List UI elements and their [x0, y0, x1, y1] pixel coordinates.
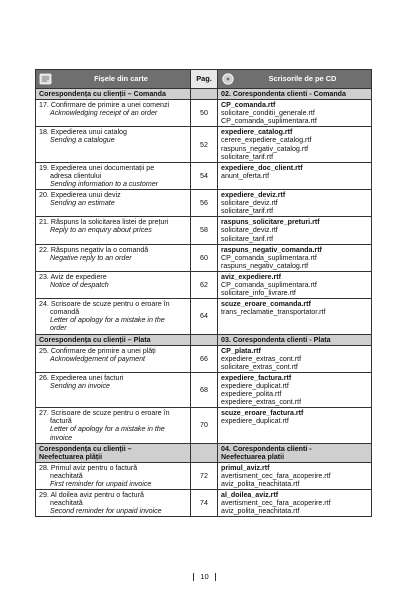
section-header-row: [36, 89, 372, 100]
related-file-name: CP_comanda_suplimentara.rtf: [221, 280, 317, 289]
related-file-name: solicitare_conditii_generale.rtf: [221, 109, 315, 118]
related-file-name: trans_reclamatie_transportator.rtf: [221, 308, 326, 317]
section-header-row: [36, 334, 372, 345]
cd-files-cell: [218, 217, 372, 244]
letter-title-ro: 24. Scrisoare de scuze pentru o eroare în: [39, 300, 170, 309]
table-row: [36, 372, 372, 407]
table-body: [36, 89, 372, 517]
letter-title-en: Sending a catalogue: [50, 136, 115, 145]
page-number-cell: 68: [191, 372, 218, 407]
cd-letters-title: Scrisorile de pe CD: [268, 73, 337, 83]
page-number-cell: 66: [191, 345, 218, 372]
letter-description-cell: [36, 462, 191, 489]
letter-title-en: Second reminder for unpaid invoice: [50, 507, 162, 516]
cd-files-cell: [218, 462, 372, 489]
related-file-name: CP_comanda_suplimentara.rtf: [221, 253, 317, 262]
cd-files-cell: [218, 408, 372, 443]
main-file-name: CP_comanda.rtf: [221, 101, 276, 110]
letter-title-ro: 28. Primul aviz pentru o factură: [39, 463, 138, 472]
related-file-name: aviz_polita_neachitata.rtf: [221, 480, 300, 489]
page-number-cell: 60: [191, 244, 218, 271]
page-number: 10: [200, 572, 209, 581]
related-file-name: solicitare_info_livrare.rtf: [221, 289, 296, 298]
table-row: [36, 345, 372, 372]
page-number-cell: 58: [191, 217, 218, 244]
main-file-name: al_doilea_aviz.rtf: [221, 491, 279, 500]
page-number-cell: 64: [191, 299, 218, 334]
letter-title-ro: 18. Expedierea unui catalog: [39, 128, 127, 137]
table-row: [36, 127, 372, 162]
letter-title-en: Letter of apology for a mistake in the: [50, 316, 165, 325]
letter-description-cell: [36, 244, 191, 271]
cd-icon: [221, 73, 235, 85]
letter-description-cell: [36, 408, 191, 443]
table-row: [36, 162, 372, 189]
main-file-name: primul_aviz.rtf: [221, 463, 270, 472]
section-title-book: Corespondența cu clienții – Comanda: [36, 89, 191, 100]
letter-description-cell: [36, 127, 191, 162]
table-row: [36, 190, 372, 217]
letter-title-ro: comandă: [50, 308, 80, 317]
table-row: [36, 100, 372, 127]
main-file-name: expediere_doc_client.rtf: [221, 163, 303, 172]
letter-description-cell: [36, 345, 191, 372]
letter-title-en: Sending information to a customer: [50, 179, 159, 188]
related-file-name: expediere_polita.rtf: [221, 390, 282, 399]
page-number-cell: 54: [191, 162, 218, 189]
related-file-name: solicitare_tarif.rtf: [221, 152, 274, 161]
cd-files-cell: [218, 345, 372, 372]
letter-description-cell: [36, 372, 191, 407]
letter-title-en: Acknowledgement of payment: [50, 354, 146, 363]
page-number-cell: 56: [191, 190, 218, 217]
letter-title-ro: 17. Confirmare de primire a unei comenzi: [39, 101, 170, 110]
letter-title-ro: 25. Confirmare de primire a unei plăți: [39, 346, 156, 355]
table-row: [36, 271, 372, 298]
page-number-cell: 70: [191, 408, 218, 443]
related-file-name: aviz_polita_neachitata.rtf: [221, 507, 300, 516]
related-file-name: raspuns_negativ_catalog.rtf: [221, 144, 309, 153]
related-file-name: solicitare_tarif.rtf: [221, 234, 274, 243]
correspondence-table: [35, 69, 372, 517]
main-file-name: CP_plata.rtf: [221, 346, 261, 355]
table-row: [36, 462, 372, 489]
related-file-name: CP_comanda_suplimentara.rtf: [221, 117, 317, 126]
letter-title-ro: 21. Răspuns la solicitarea listei de prețuri: [39, 218, 169, 227]
page-footer: [0, 572, 409, 581]
main-file-name: raspuns_negativ_comanda.rtf: [221, 245, 322, 254]
related-file-name: solicitare_deviz.rtf: [221, 199, 278, 208]
section-title-cd: 03. Corespondenta clienti - Plata: [218, 334, 372, 345]
letter-title-ro: 27. Scrisoare de scuze pentru o eroare în: [39, 409, 170, 418]
section-page-cell: [191, 443, 218, 462]
letter-description-cell: [36, 271, 191, 298]
related-file-name: raspuns_negativ_catalog.rtf: [221, 261, 309, 270]
section-header-row: [36, 443, 372, 462]
letter-description-cell: [36, 100, 191, 127]
letter-description-cell: [36, 190, 191, 217]
section-title-cd: 02. Corespondenta clienti - Comanda: [218, 89, 372, 100]
letter-title-en: Sending an estimate: [50, 199, 115, 208]
letter-title-ro: 19. Expedierea unei documentații pe: [39, 163, 155, 172]
letter-title-en: Sending an invoice: [50, 382, 110, 390]
cd-files-cell: [218, 490, 372, 517]
main-file-name: aviz_expediere.rtf: [221, 272, 281, 281]
related-file-name: expediere_extras_cont.rtf: [221, 354, 302, 363]
page-column-header: Pag.: [191, 70, 218, 89]
cd-files-cell: [218, 162, 372, 189]
main-file-name: expediere_catalog.rtf: [221, 128, 293, 137]
page-number-cell: 50: [191, 100, 218, 127]
section-title-book: Corespondența cu clienții – Plata: [36, 334, 191, 345]
page-number-cell: 62: [191, 271, 218, 298]
related-file-name: expediere_duplicat.rtf: [221, 417, 289, 426]
letter-description-cell: [36, 217, 191, 244]
letter-title-en: Notice of despatch: [50, 280, 109, 289]
footer-divider-left: [193, 573, 194, 581]
cd-files-cell: [218, 190, 372, 217]
page-number-cell: 72: [191, 462, 218, 489]
main-file-name: expediere_deviz.rtf: [221, 191, 286, 200]
letter-title-en: invoice: [50, 433, 73, 442]
related-file-name: solicitare_deviz.rtf: [221, 226, 278, 235]
main-file-name: scuze_eroare_comanda.rtf: [221, 300, 311, 309]
related-file-name: avertisment_cec_fara_acoperire.rtf: [221, 471, 331, 480]
related-file-name: solicitare_extras_cont.rtf: [221, 362, 298, 371]
book-sheets-title: Fișele din carte: [94, 73, 148, 83]
cd-files-cell: [218, 244, 372, 271]
cd-files-cell: [218, 127, 372, 162]
letter-title-en: Acknowledging receipt of an order: [50, 109, 158, 118]
related-file-name: anunt_oferta.rtf: [221, 171, 270, 180]
section-title-cd: 04. Corespondenta clienti - Neefectuarea platii: [218, 443, 372, 462]
letter-title-en: First reminder for unpaid invoice: [50, 480, 152, 489]
table-row: [36, 299, 372, 334]
book-icon: [39, 73, 53, 85]
cd-files-cell: [218, 271, 372, 298]
letter-title-ro: 23. Aviz de expediere: [39, 272, 107, 281]
letter-title-en: Negative reply to an order: [50, 253, 132, 262]
table-row: [36, 244, 372, 271]
cd-letters-header: [218, 70, 372, 89]
letter-title-en: order: [50, 324, 67, 333]
letter-title-en: Letter of apology for a mistake in the: [50, 425, 165, 434]
letter-description-cell: [36, 299, 191, 334]
letter-title-ro: factură: [50, 417, 72, 426]
cd-files-cell: [218, 372, 372, 407]
section-title-book: Corespondența cu clienții – Neefectuarea plății: [36, 443, 191, 462]
related-file-name: solicitare_tarif.rtf: [221, 207, 274, 216]
cd-files-cell: [218, 100, 372, 127]
letter-title-ro: adresa clientului: [50, 171, 102, 180]
letter-title-en: Reply to an enquiry about prices: [50, 226, 152, 235]
letter-description-cell: [36, 490, 191, 517]
book-sheets-header: [36, 70, 191, 89]
letter-title-ro: neachitată: [50, 499, 83, 508]
related-file-name: avertisment_cec_fara_acoperire.rtf: [221, 499, 331, 508]
table-row: [36, 408, 372, 443]
page-number-cell: 52: [191, 127, 218, 162]
page-number-cell: 74: [191, 490, 218, 517]
related-file-name: expediere_extras_cont.rtf: [221, 398, 302, 407]
letter-title-ro: 29. Al doilea aviz pentru o factură: [39, 491, 144, 500]
footer-divider-right: [215, 573, 216, 581]
related-file-name: expediere_duplicat.rtf: [221, 382, 289, 390]
related-file-name: cerere_expediere_catalog.rtf: [221, 136, 312, 145]
main-file-name: scuze_eroare_factura.rtf: [221, 409, 304, 418]
main-file-name: expediere_factura.rtf: [221, 373, 292, 382]
table-row: [36, 490, 372, 517]
letter-title-ro: neachitată: [50, 471, 83, 480]
letter-title-ro: 20. Expedierea unui deviz: [39, 191, 121, 200]
section-page-cell: [191, 89, 218, 100]
cd-files-cell: [218, 299, 372, 334]
letter-title-ro: 26. Expedierea unei facturi: [39, 373, 124, 382]
table-header-row: [36, 70, 372, 89]
letter-title-ro: 22. Răspuns negativ la o comandă: [39, 245, 149, 254]
letter-description-cell: [36, 162, 191, 189]
main-file-name: raspuns_solicitare_preturi.rtf: [221, 218, 320, 227]
section-page-cell: [191, 334, 218, 345]
table-row: [36, 217, 372, 244]
